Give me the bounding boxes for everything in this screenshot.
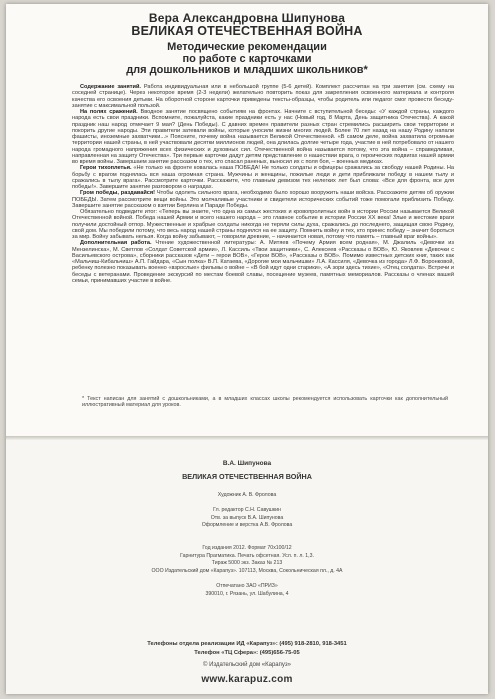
credit-line bbox=[6, 576, 488, 584]
credit-line bbox=[6, 538, 488, 546]
credit-line bbox=[6, 530, 488, 538]
website-link[interactable]: www.karapuz.com bbox=[201, 674, 293, 685]
credit-line: Год издания 2012. Формат 70х100/12 bbox=[202, 545, 292, 552]
sales-phone-line: Телефон «ТЦ Сфера»: (495)656-75-05 bbox=[194, 649, 300, 656]
paragraph-text: Работа индивидуальная или в небольшой группе (5-6 детей). Комплект рассчитан на три занятия (см. схему на соседней странице). Через некоторое время (2-3 недели) желательно повторить показ для закрепления освоенного материала и контроля качества его освоения детьми. На оборотной стороне карточки приведены тексты-образцы, чтобы родитель или педагог смог провести беседу-занятие с максимальной пользой. bbox=[72, 84, 454, 109]
subtitle-line: Методические рекомендации bbox=[167, 41, 327, 53]
document-subtitle bbox=[6, 42, 488, 77]
paragraph-home-front bbox=[72, 165, 454, 190]
subtitle-line: для дошкольников и младших школьников* bbox=[126, 64, 368, 76]
paragraph-text: Чтение художественной литературы: А. Митяев «Почему Армия всем родная», М. Джалиль «Девочки из Мензелинска», М. Светлов «Солдат Советской армии», Л. Кассиль «Твои защитники», С. Алексеев «Рассказы о ВОВ», Ю. Яковлев «Девочки с Васильевского острова», сборники рассказов «Дети – герои ВОВ», «Герои ВОВ», «Рассказы о ВОВ». Помимо известных детских книг, таких как «Мальчиш-Кибальчиш» А.П. Гайдара, «Сын полка» В.П. Катаева, «Дорогие мои мальчишки» Л.А. Кассиля, «Девочка из города» Л.Ф. Воронковой, ребенку полезно показывать военно «взрослые» фильмы о войне – «В бой идут одни старики», «А зори здесь тихие», «Отец солдата». Встречи и беседы с ветеранами. Проведение экскурсий по местам боевой славы, посещение музеев, памятных мемориалов. Рассказы о членах вашей семьи, принимавших участие в войне. bbox=[72, 240, 454, 284]
recommendations-body bbox=[72, 84, 454, 284]
imprint-panel bbox=[6, 440, 488, 694]
booklet-page bbox=[6, 4, 488, 694]
paragraph-heading: На полях сражений. bbox=[80, 109, 138, 115]
paragraph-heading: Содержание занятий. bbox=[80, 84, 141, 90]
paragraph-heading: Герои тихоплетья. bbox=[80, 165, 132, 172]
paragraph-text: «Не только на фронте ковалась наша ПОБЕДА! Не только солдаты и офицеры сражались за свободу нашей Родины. На борьбу с врагом поднялась вся наша огромная страна. Мужчины и женщины, пожилые люди и дети приближали победу в нашем тылу и сражались в тылу врага». Рассмотрите карточки. Расскажите, что главным девизом тех нелегких лет был слова: «Все для фронта, все для победы!». Завершите занятие разговором о наградах. bbox=[72, 165, 454, 190]
paragraph-victory bbox=[72, 190, 454, 209]
credit-line: ООО Издательский дом «Карапуз». 107113, Москва, Сокольническая пл., д. 4А bbox=[151, 567, 343, 574]
paragraph-summary bbox=[72, 209, 454, 240]
credit-line: Тираж 5000 экз. Заказ № 213 bbox=[211, 560, 283, 567]
imprint-title: ВЕЛИКАЯ ОТЕЧЕСТВЕННАЯ ВОЙНА bbox=[182, 472, 312, 481]
author-name: Вера Александровна Шипунова bbox=[148, 11, 346, 25]
credit-line: Гл. редактор С.Н. Савушкин bbox=[213, 507, 281, 514]
sales-phones bbox=[6, 640, 488, 657]
paragraph-heading: Дополнительная работа. bbox=[80, 240, 152, 247]
credit-line: Художник А. В. Фролова bbox=[217, 492, 277, 498]
paragraph-text: Чтобы одолеть сильного врага, необходимо было хорошо вооружить наши войска. Расскажите детям об оружии ПОБЕДЫ. Затем рассмотрите вещи войны. Это молчаливые участники и свидетели исторических событий тоже помогали приблизить Победу. Завершите занятие рассказом о взятии Берлина и Параде Победы. bbox=[72, 190, 454, 209]
copyright-line: © Издательский дом «Карапуз» bbox=[203, 662, 291, 668]
paragraph-text: Обязательно подведите итог: «Теперь вы знаете, что одна из самых жестоких и кровопролитных войн в истории России называется Великой Отечественной войной. Победа нашей Армии и всего нашего народа – это главное событие в истории России XX века! Злые и жестокие враги получили достойный отпор. Мужественные и храбрые солдаты никогда не теряли силы духа, сражались до последнего, защищая свою Родину, свой дом. Мы победили потому, что весь народ нашей страны поднялся на ее защиту. Помнить войну и тех, кто принес победу – значит бороться за мир. Войну забывать нельзя. Когда войну забывают, – говорили древние, – начинается новая, потому что память – главный враг войны». bbox=[72, 209, 454, 240]
paragraph-extra-work bbox=[72, 240, 454, 284]
credit-line: 390010, г. Рязань, ул. Шабулина, 4 bbox=[205, 590, 289, 597]
imprint-credits bbox=[6, 492, 488, 598]
paragraph-content bbox=[72, 84, 454, 109]
document-title: ВЕЛИКАЯ ОТЕЧЕСТВЕННАЯ ВОЙНА bbox=[131, 24, 363, 38]
imprint-author: В.А. Шипунова bbox=[222, 460, 272, 467]
credit-line: Гарнитура Прагматика. Печать офсетная. Усл. п. л. 1,3. bbox=[180, 552, 314, 559]
paragraph-text: Вводное занятие посвящено событиям на фронтах. Начните с вступительной беседы: «У каждой страны, каждого народа есть свои праздники. Вспомните, пожалуйста, какие праздники есть у нас (Новый год, 8 Марта, День защитника Отечества). А какой праздник наш народ отмечает 9 мая? (День Победы). С давних времен правители разных стран стремились расширить свои территории и покорить другие народы. Эти правители затевали войны, которые уносили жизни многих людей. Более 70 лет назад на нашу Родину напали фашисты, иноземные захватчики...» Поясните, почему война называется Великой Отечественной. «В самом деле, война захватила огромные территории нашей страны, в ней участвовали десятки миллионов людей, она длилась долгие четыре года, участие в ней потребовало от нашего народа громадного напряжения всех физических и духовных сил. Отечественной война называется потому, что эта война – справедливая, направленная на защиту Отечества». Три первые карточки дадут детям представление о нашествии врага, о героических подвигах нашей армии во время войны. Завершаем занятие рассказом о тех, кто спасал раненых, выносил их с поля боя, – военных медиках. bbox=[72, 109, 455, 165]
sales-phone-line: Телефоны отдела реализации ИД «Карапуз»: (495) 918-2810, 918-3451 bbox=[147, 641, 347, 647]
footnote: * Текст написан для занятий с дошкольниками, а в младших классах школы рекомендуется использовать карточки как дополнительный иллюстративный материал для уроков. bbox=[82, 396, 448, 409]
instructions-panel bbox=[6, 4, 488, 436]
paragraph-battlefields bbox=[72, 109, 454, 165]
paragraph-heading: Гром победы, раздавайся! bbox=[80, 190, 155, 197]
credit-line: Отпечатано ЗАО «ПРИЗ» bbox=[216, 583, 278, 590]
subtitle-line: по работе с карточками bbox=[182, 52, 312, 65]
credit-line: Оформление и верстка А.В. Фролова bbox=[201, 522, 293, 529]
credit-line: Отв. за выпуск В.А. Шипунова bbox=[210, 514, 284, 521]
credit-line bbox=[6, 500, 488, 508]
